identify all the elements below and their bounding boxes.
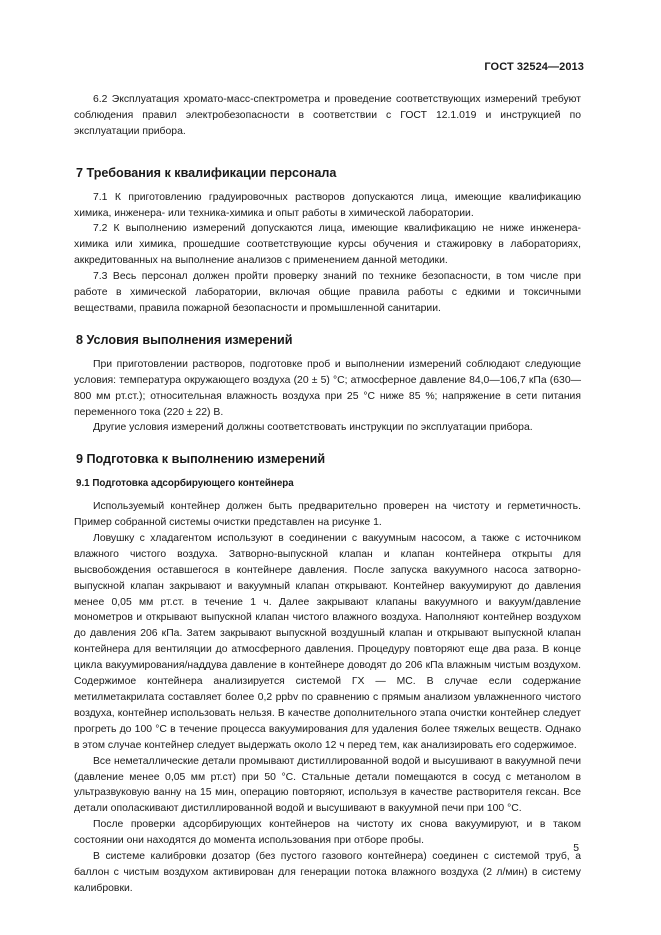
paragraph-7-3: 7.3 Весь персонал должен пройти проверку знаний по технике безопасности, в том числе при работе в химической лаборатории, включая общие правила работы с едкими и токсичными веществами, правила пожарной безопасности и промышленной санитарии.: [74, 271, 581, 314]
paragraph-8-conditions: При приготовлении растворов, подготовке проб и выполнении измерений соблюдают следующие условия: температура окружающего воздуха (20 ± 5) °С; атмосферное давление 84,0—106,7 кПа (630—800 мм рт.ст.); относительная влажность воздуха при 25 °С ниже 85 %; напряжение в сети питания переменного тока (220 ± 22) В.: [74, 358, 581, 418]
paragraph-9-1-a: Используемый контейнер должен быть предварительно проверен на чистоту и герметичность. Пример собранной системы очистки представлен на рисунке 1.: [74, 501, 581, 529]
paragraph-9-1-d: После проверки адсорбирующих контейнеров на чистоту их снова вакуумируют, и в таком состоянии они находятся до момента использования при отборе пробы.: [74, 819, 581, 847]
paragraph-9-1-c: Все неметаллические детали промывают дистиллированной водой и высушивают в вакуумной печи (давление менее 0,05 мм рт.ст) при 50 °С. Стальные детали помещаются в сосуд с метанолом в ультразвуковую ванну на 15 мин, операцию повторяют, используя в качестве растворителя гексан. Все детали ополаскивают дистиллированной водой и высушивают в вакуумной печи при 100 °С.: [74, 755, 581, 815]
paragraph-6-2: 6.2 Эксплуатация хромато-масс-спектрометра и проведение соответствующих измерений требуют соблюдения правил электробезопасности в соответствии с ГОСТ 12.1.019 и инструкцией по эксплуатации прибора.: [74, 94, 581, 137]
standard-designation: ГОСТ 32524—2013: [484, 61, 584, 73]
paragraph-8-other: Другие условия измерений должны соответствовать инструкции по эксплуатации прибора.: [93, 422, 533, 434]
section-8-heading: 8 Условия выполнения измерений: [76, 332, 293, 347]
section-9-heading: 9 Подготовка к выполнению измерений: [76, 452, 326, 467]
page-number: 5: [573, 843, 579, 854]
paragraph-9-1-e: В системе калибровки дозатор (без пустого газового контейнера) соединен с системой труб, а баллон с чистым воздухом активирован для генерации потока влажного воздуха (2 л/мин) в систему калибровки.: [74, 851, 581, 894]
paragraph-9-1-b: Ловушку с хладагентом используют в соединении с вакуумным насосом, а также с источником влажного чистого воздуха. Затворно-выпускной клапан и клапан контейнера открыты для высвобождения оставшегося в контейнере давления. После запуска вакуумного насоса затворно-выпускной клапан закрывают и вакуумный клапан открывают. Контейнер вакуумируют до давления менее 0,05 мм рт.ст. в течение 1 ч. Далее закрывают клапаны вакуумного и вакуум/давление монометров и открывают выпускной клапан чистого влажного воздуха. Наполняют контейнер воздухом до давления 206 кПа. Затем закрывают выпускной воздушный клапан и открывают выпускной клапан контейнера для вентиляции до атмосферного давления. Процедуру повторяют еще два раза. В конце цикла вакуумирования/наддува давление в контейнере доводят до 206 кПа влажным чистым воздухом. Содержимое контейнера анализируется системой ГХ — МС. В случае если содержание метилметакрилата составляет более 0,2 ppbv по сравнению с прямым анализом увлажненного чистого воздуха, контейнер использовать нельзя. В качестве дополнительного этапа очистки контейнер следует прогреть до 100 °С в течение процесса вакуумирования для удаления более тяжелых веществ. Однако в этом случае контейнер следует выдержать около 12 ч перед тем, как анализировать его содержимое.: [74, 532, 581, 751]
section-7-heading: 7 Требования к квалификации персонала: [76, 165, 337, 180]
paragraph-7-2: 7.2 К выполнению измерений допускаются лица, имеющие квалификацию не ниже инженера-химика или химика, прошедшие соответствующие курсы обучения и стажировку в лабораториях, аккредитованных на выполнение анализов с применением данной методики.: [74, 223, 581, 267]
subsection-9-1-heading: 9.1 Подготовка адсорбирующего контейнера: [76, 478, 294, 490]
document-body: [74, 92, 581, 897]
paragraph-7-1: 7.1 К приготовлению градуировочных растворов допускаются лица, имеющие квалификацию химика, инженера- или техника-химика и опыт работы в химической лаборатории.: [74, 191, 581, 219]
